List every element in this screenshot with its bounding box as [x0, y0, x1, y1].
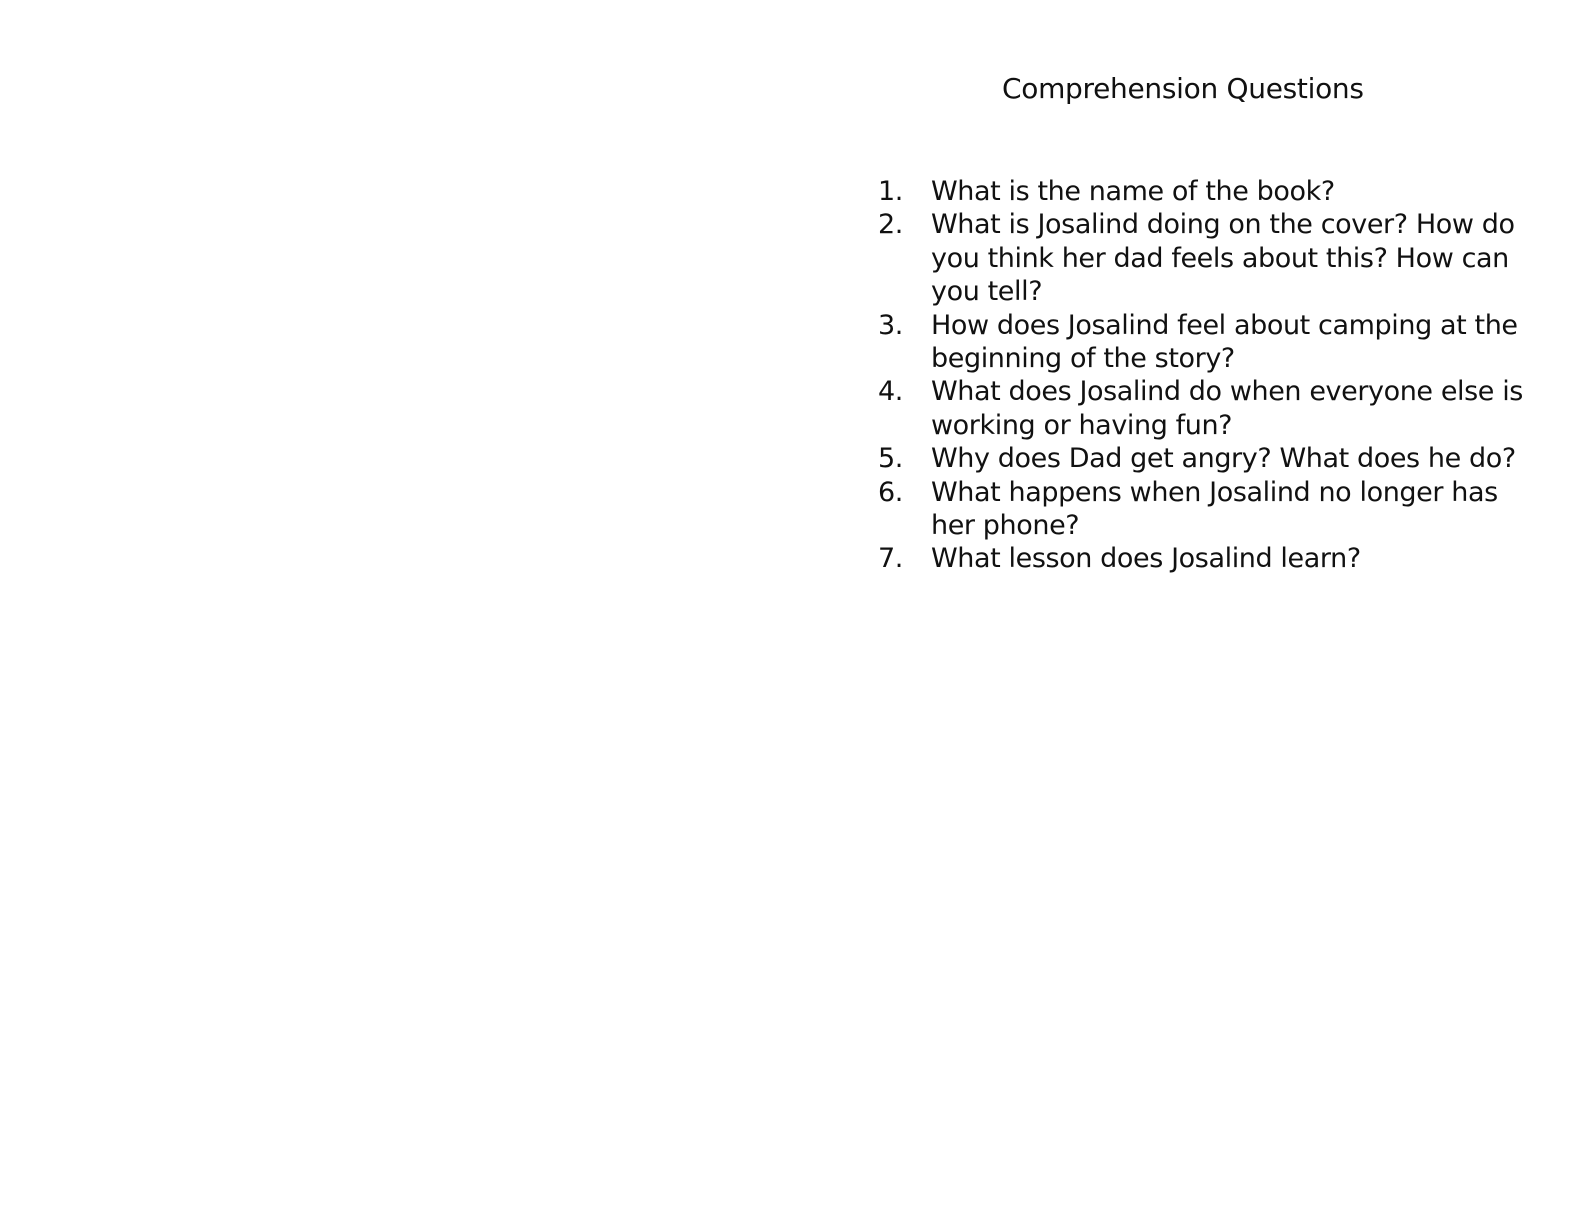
question-number: 1.: [878, 176, 903, 207]
question-item-2: [878, 208, 1538, 308]
question-text: How does Josalind feel about camping at the beginning of the story?: [931, 309, 1518, 375]
question-item-7: [878, 542, 1538, 575]
question-text: What is Josalind doing on the cover? How do you think her dad feels about this? How can you tell?: [931, 209, 1515, 308]
questions-list: [878, 175, 1538, 576]
question-text: What does Josalind do when everyone else is working or having fun?: [931, 376, 1523, 441]
question-item-1: [878, 175, 1538, 208]
question-text: What lesson does Josalind learn?: [931, 543, 1361, 575]
question-number: 2.: [878, 209, 903, 241]
page-title: Comprehension Questions: [1002, 72, 1364, 105]
question-item-6: [878, 476, 1538, 543]
question-item-5: [878, 442, 1538, 475]
question-text: What is the name of the book?: [931, 176, 1335, 207]
question-number: 3.: [878, 309, 903, 341]
question-text: What happens when Josalind no longer has her phone?: [931, 476, 1498, 542]
question-number: 7.: [878, 543, 903, 575]
question-number: 5.: [878, 443, 903, 475]
question-item-4: [878, 375, 1538, 442]
question-item-3: [878, 309, 1538, 376]
question-number: 4.: [878, 376, 903, 408]
question-text: Why does Dad get angry? What does he do?: [931, 443, 1516, 475]
question-number: 6.: [878, 476, 903, 508]
